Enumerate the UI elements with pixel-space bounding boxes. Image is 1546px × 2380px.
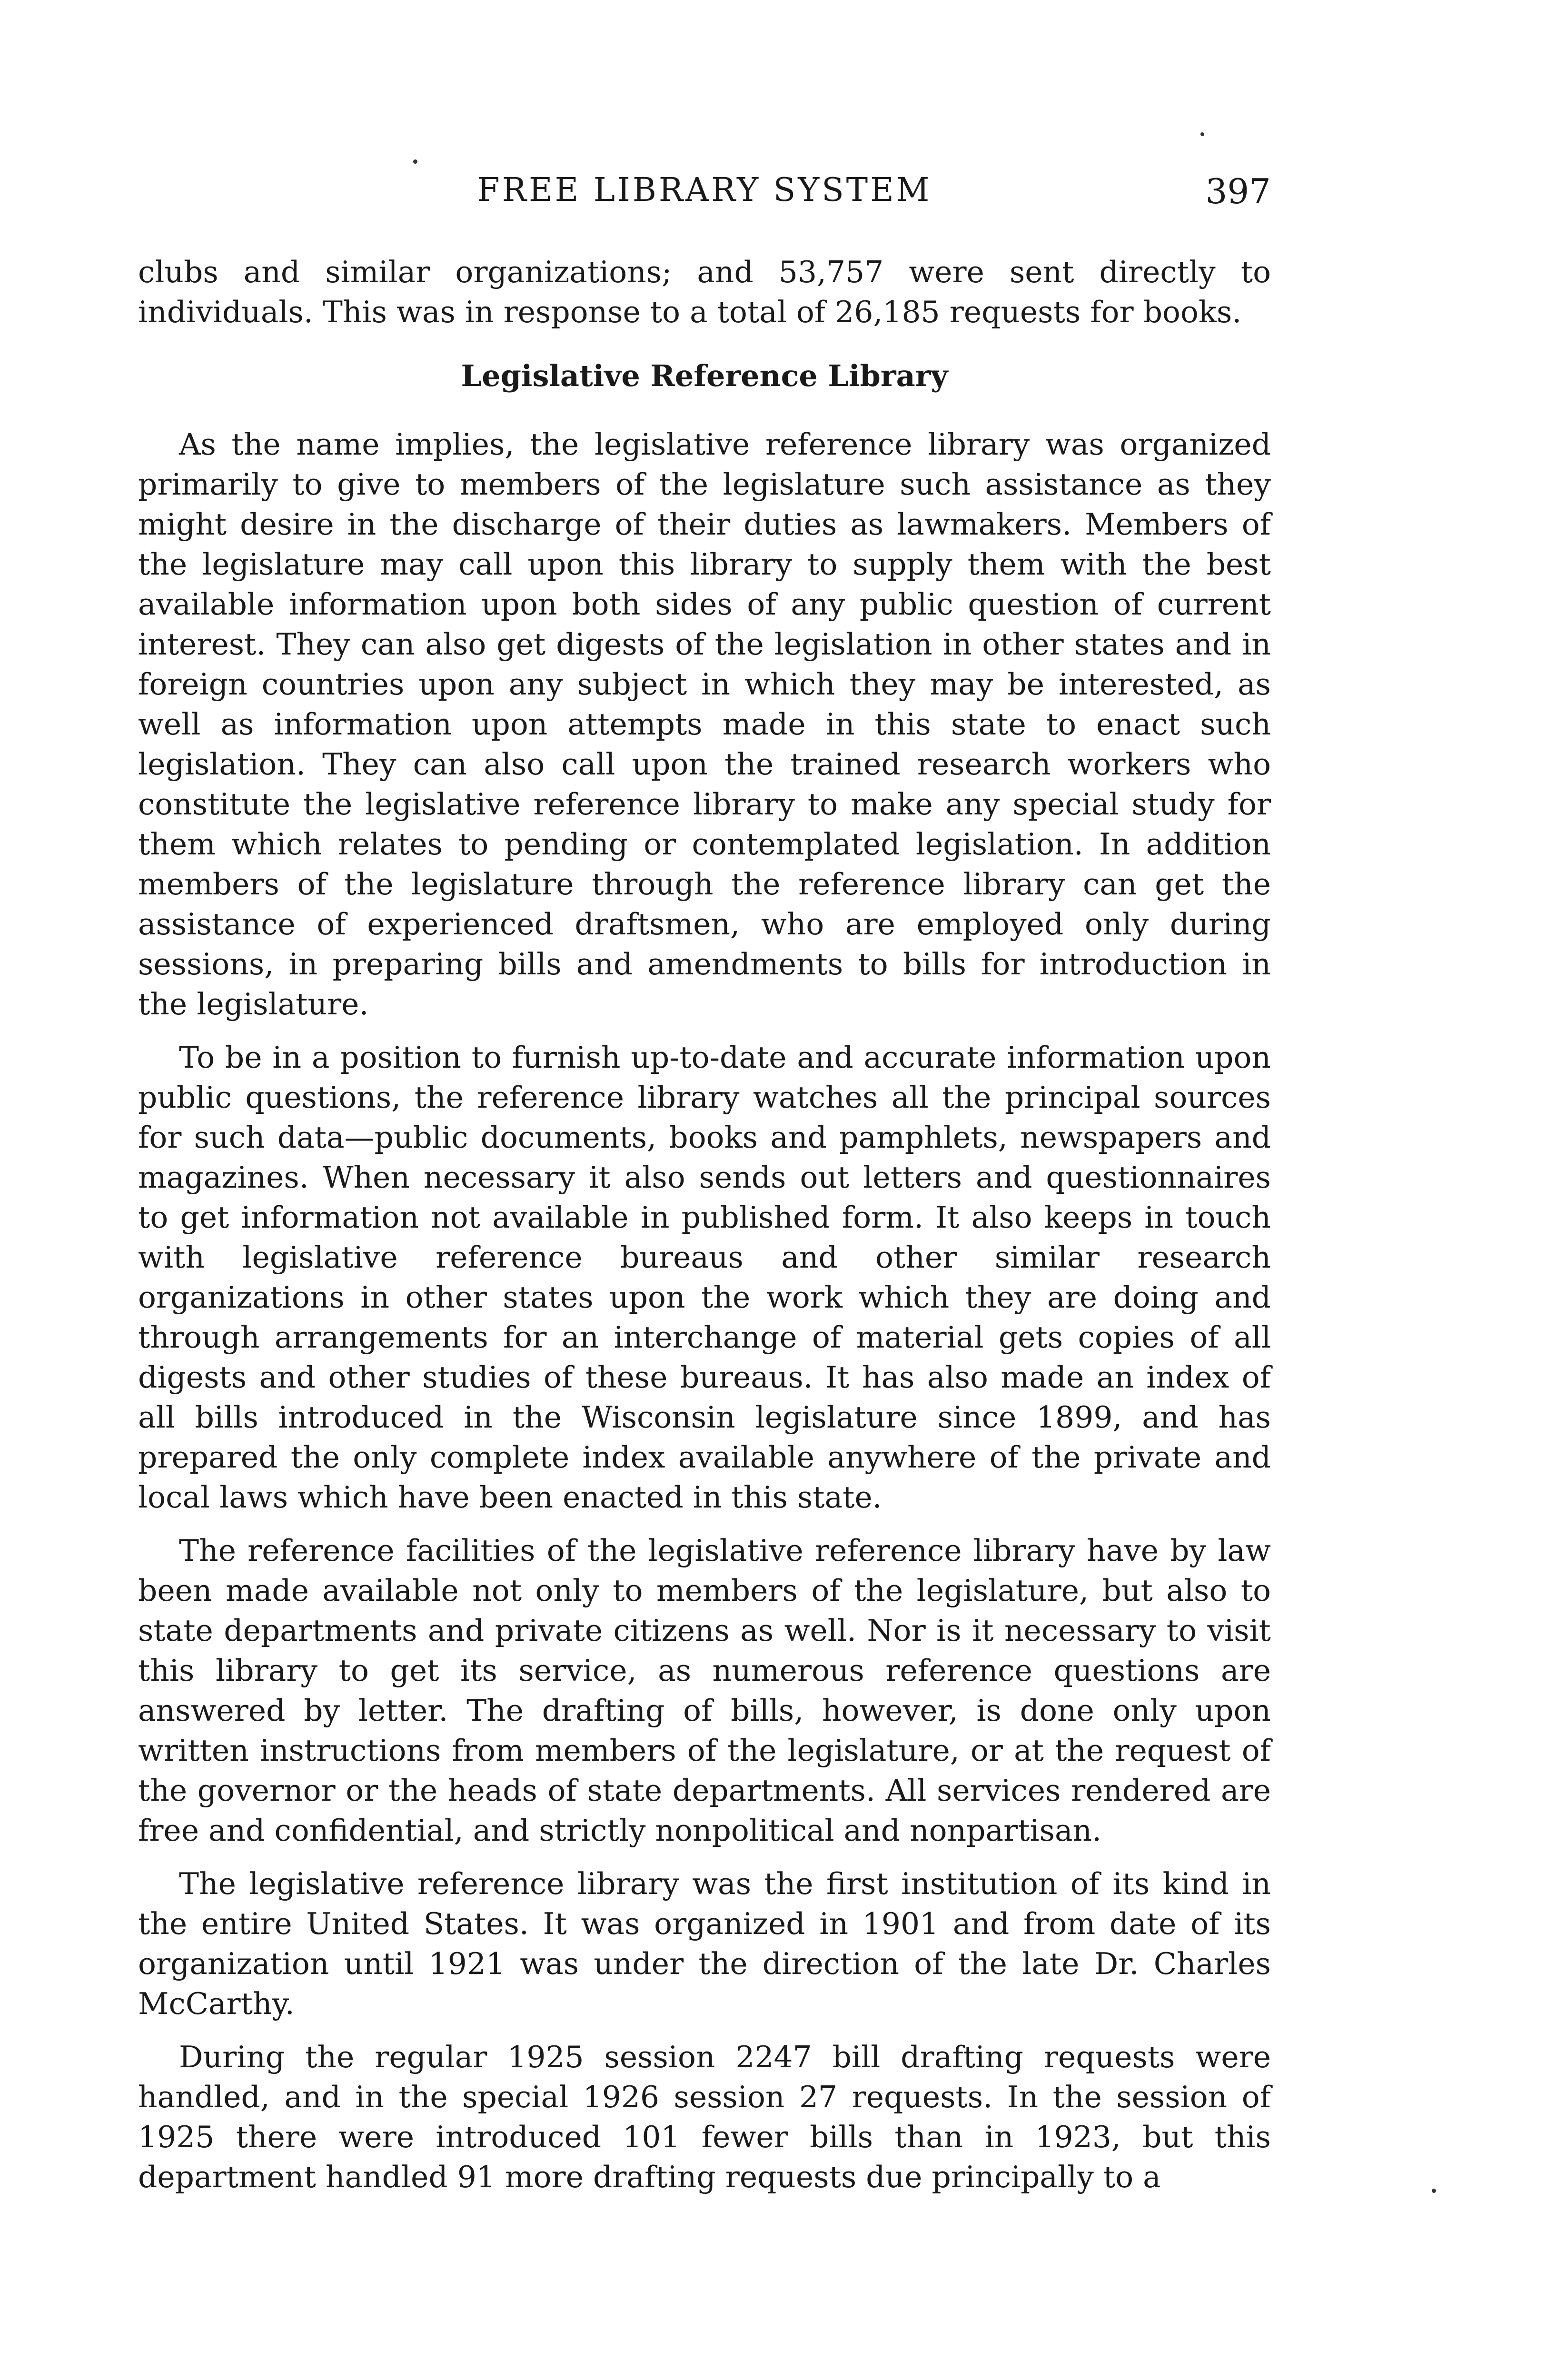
paragraph: To be in a position to furnish up-to-date and accurate information upon public questions, the reference library watches all the principal sources for such data—public documents, books and pamphlets, newspapers and magazines. When necessary it also sends out letters and questionnaires to get information not available in published form. It also keeps in touch with legislative reference bureaus and other similar research organizations in other states upon the work which they are doing and through arrangements for an interchange of material gets copies of all digests and other studies of these bureaus. It has also made an index of all bills introduced in the Wisconsin legislature since 1899, and has prepared the only complete index available anywhere of the private and local laws which have been enacted in this state. [138,1040,1271,1515]
scan-speck [413,159,417,164]
body-text [138,252,1271,2197]
page-number: 397 [1205,171,1271,211]
book-page [138,171,1271,2211]
paragraph: During the regular 1925 session 2247 bill drafting requests were handled, and in the special 1926 session 27 requests. In the session of 1925 there were introduced 101 fewer bills than in 1923, but this department handled 91 more drafting requests due principally to a [138,2040,1271,2194]
paragraph: As the name implies, the legislative reference library was organized primarily to give to members of the legislature such assistance as they might desire in the discharge of their duties as lawmakers. Members of the legislature may call upon this library to supply them with the best available information upon both sides of any public question of current interest. They can also get digests of the legislation in other states and in foreign countries upon any subject in which they may be interested, as well as information upon attempts made in this state to enact such legislation. They can also call upon the trained research workers who constitute the legislative reference library to make any special study for them which relates to pending or contemplated legislation. In addition members of the legislature through the reference library can get the assistance of experienced draftsmen, who are employed only during sessions, in preparing bills and amendments to bills for introduction in the legislature. [138,427,1271,1021]
paragraph: The legislative reference library was the first institution of its kind in the entire United States. It was organized in 1901 and from date of its organization until 1921 was under the direction of the late Dr. Charles McCarthy. [138,1866,1271,2021]
paragraph: The reference facilities of the legislative reference library have by law been made available not only to members of the legislature, but also to state departments and private citizens as well. Nor is it necessary to visit this library to get its service, as numerous reference questions are answered by letter. The drafting of bills, however, is done only upon written instructions from members of the legislature, or at the request of the governor or the heads of state departments. All services rendered are free and confidential, and strictly nonpolitical and nonpartisan. [138,1533,1271,1848]
continued-paragraph: clubs and similar organizations; and 53,757 were sent directly to individuals. This was in response to a total of 26,185 requests for books. [138,255,1271,329]
running-title: FREE LIBRARY SYSTEM [477,171,932,209]
running-head [138,171,1271,224]
section-heading: Legislative Reference Library [461,358,948,393]
scan-speck [1200,132,1204,136]
scan-speck [1432,2189,1436,2193]
